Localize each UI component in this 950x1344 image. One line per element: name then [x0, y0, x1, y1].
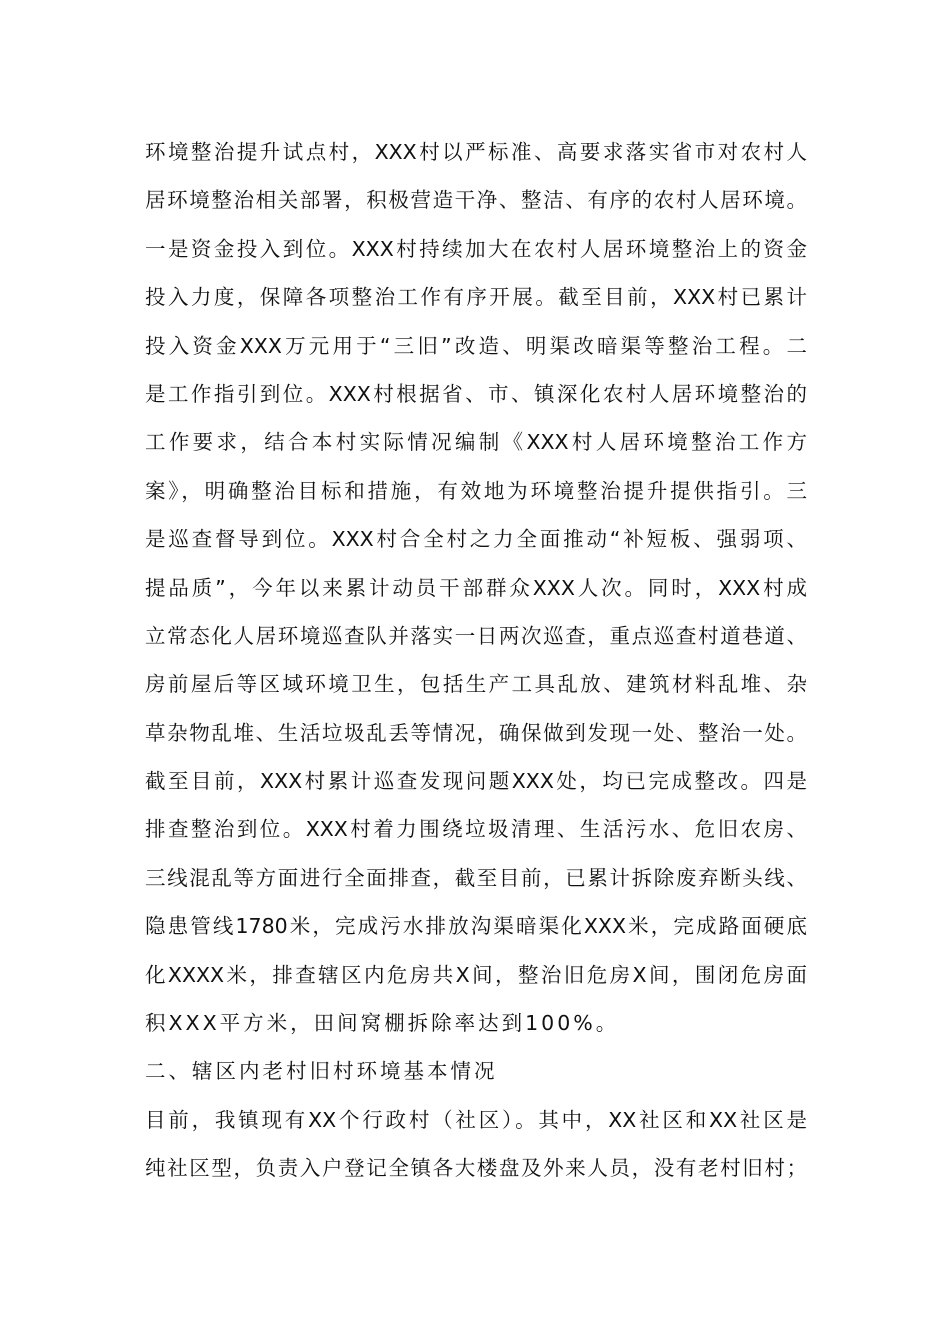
paragraph-line: 工作要求，结合本村实际情况编制《XXX村人居环境整治工作方 [145, 430, 807, 455]
paragraph-line: 立常态化人居环境巡查队并落实一日两次巡查，重点巡查村道巷道、 [145, 623, 807, 648]
paragraph-line: 案》，明确整治目标和措施，有效地为环境整治提升提供指引。三 [145, 478, 807, 503]
section-heading: 二、辖区内老村旧村环境基本情况 [145, 1059, 498, 1084]
document-body [145, 128, 807, 1193]
paragraph-line: 是工作指引到位。XXX村根据省、市、镇深化农村人居环境整治的 [145, 381, 807, 406]
paragraph-line: 投入力度，保障各项整治工作有序开展。截至目前，XXX村已累计 [145, 285, 807, 310]
paragraph-line: 隐患管线1780米，完成污水排放沟渠暗渠化XXX米，完成路面硬底 [145, 914, 807, 939]
paragraph-line: 是巡查督导到位。XXX村合全村之力全面推动“补短板、强弱项、 [145, 527, 807, 552]
paragraph-line: 一是资金投入到位。XXX村持续加大在农村人居环境整治上的资金 [145, 236, 807, 261]
paragraph-line: 排查整治到位。XXX村着力围绕垃圾清理、生活污水、危旧农房、 [145, 817, 807, 842]
paragraph-line: 居环境整治相关部署，积极营造干净、整洁、有序的农村人居环境。 [145, 188, 807, 213]
paragraph-line: 提品质”，今年以来累计动员干部群众XXX人次。同时，XXX村成 [145, 575, 807, 600]
paragraph-line: 目前，我镇现有XX个行政村（社区）。其中，XX社区和XX社区是 [145, 1107, 807, 1132]
paragraph-line: 化XXXX米，排查辖区内危房共X间，整治旧危房X间，围闭危房面 [145, 962, 807, 987]
paragraph-line: 积XXX平方米，田间窝棚拆除率达到100%。 [145, 1011, 620, 1036]
paragraph-line: 环境整治提升试点村，XXX村以严标准、高要求落实省市对农村人 [145, 140, 807, 164]
paragraph-line: 纯社区型，负责入户登记全镇各大楼盘及外来人员，没有老村旧村； [145, 1156, 807, 1181]
paragraph-line: 投入资金XXX万元用于“三旧”改造、明渠改暗渠等整治工程。二 [145, 333, 807, 358]
paragraph-line: 草杂物乱堆、生活垃圾乱丢等情况，确保做到发现一处、整治一处。 [145, 720, 807, 745]
paragraph-line: 截至目前，XXX村累计巡查发现问题XXX处，均已完成整改。四是 [145, 769, 807, 794]
paragraph-line: 房前屋后等区域环境卫生，包括生产工具乱放、建筑材料乱堆、杂 [145, 672, 807, 697]
paragraph-line: 三线混乱等方面进行全面排查，截至目前，已累计拆除废弃断头线、 [145, 865, 807, 890]
